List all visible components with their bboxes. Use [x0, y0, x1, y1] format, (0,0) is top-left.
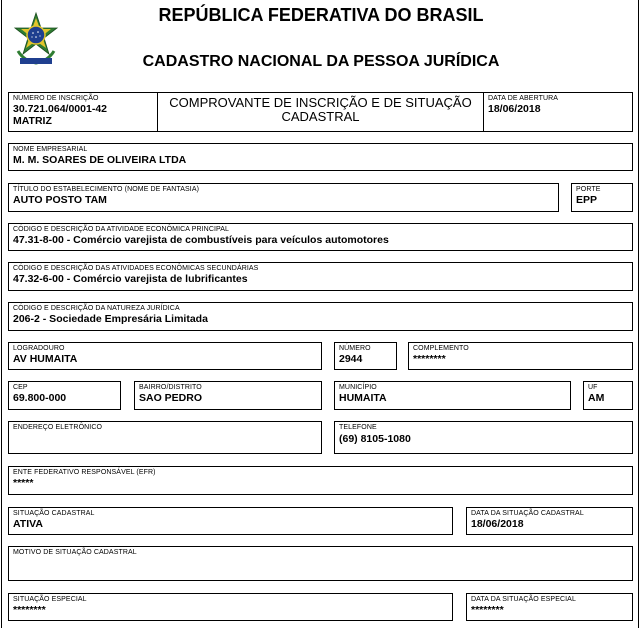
complemento-box — [408, 342, 633, 370]
atividade-principal-box — [8, 223, 633, 251]
abertura-label: DATA DE ABERTURA — [488, 95, 559, 102]
numero-value: 2944 — [339, 353, 363, 365]
complemento-label: COMPLEMENTO — [413, 345, 469, 352]
comprovante-title-line2: CADASTRAL — [281, 109, 360, 124]
efr-label: ENTE FEDERATIVO RESPONSÁVEL (EFR) — [13, 469, 156, 476]
telefone-label: TELEFONE — [339, 424, 377, 431]
efr-value: ***** — [13, 477, 34, 489]
uf-box — [583, 381, 633, 410]
uf-value: AM — [588, 392, 605, 404]
atividades-secundarias-label: CÓDIGO E DESCRIÇÃO DAS ATIVIDADES ECONÔMICAS SECUNDÁRIAS — [13, 265, 259, 272]
efr-box — [8, 466, 633, 495]
inscricao-box — [8, 92, 158, 132]
situacao-label: SITUAÇÃO CADASTRAL — [13, 510, 95, 517]
cep-box — [8, 381, 121, 410]
complemento-value: ******** — [413, 353, 446, 365]
porte-label: PORTE — [576, 186, 601, 193]
situacao-box — [8, 507, 453, 535]
natureza-juridica-label: CÓDIGO E DESCRIÇÃO DA NATUREZA JURÍDICA — [13, 305, 180, 312]
cep-value: 69.800-000 — [13, 392, 67, 404]
uf-label: UF — [588, 384, 598, 391]
situacao-especial-value: ******** — [13, 604, 46, 616]
nome-empresarial-value: M. M. SOARES DE OLIVEIRA LTDA — [13, 154, 187, 166]
registry-title: CADASTRO NACIONAL DA PESSOA JURÍDICA — [142, 53, 500, 70]
fantasia-value: AUTO POSTO TAM — [13, 194, 107, 206]
page-border-right — [638, 0, 639, 628]
inscricao-type: MATRIZ — [13, 115, 52, 127]
abertura-box — [483, 92, 633, 132]
municipio-value: HUMAITA — [339, 392, 387, 404]
telefone-value: (69) 8105-1080 — [339, 433, 411, 445]
inscricao-label: NÚMERO DE INSCRIÇÃO — [13, 95, 99, 102]
atividade-principal-value: 47.31-8-00 - Comércio varejista de combustíveis para veículos automotores — [13, 234, 389, 246]
bairro-label: BAIRRO/DISTRITO — [139, 384, 202, 391]
atividades-secundarias-value: 47.32-6-00 - Comércio varejista de lubrificantes — [13, 273, 248, 285]
motivo-box — [8, 546, 633, 581]
nome-empresarial-box — [8, 143, 633, 171]
country-title: REPÚBLICA FEDERATIVA DO BRASIL — [158, 5, 484, 25]
porte-value: EPP — [576, 194, 598, 206]
porte-box — [571, 183, 633, 212]
bairro-value: SAO PEDRO — [139, 392, 203, 404]
data-situacao-label: DATA DA SITUAÇÃO CADASTRAL — [471, 510, 584, 517]
nome-empresarial-label: NOME EMPRESARIAL — [13, 146, 88, 153]
atividades-secundarias-box — [8, 262, 633, 291]
motivo-label: MOTIVO DE SITUAÇÃO CADASTRAL — [13, 549, 137, 556]
bairro-box — [134, 381, 322, 410]
situacao-value: ATIVA — [13, 518, 43, 530]
data-situacao-especial-value: ******** — [471, 604, 504, 616]
data-situacao-box — [466, 507, 633, 535]
comprovante-title-line1: COMPROVANTE DE INSCRIÇÃO E DE SITUAÇÃO — [169, 95, 472, 110]
data-situacao-especial-box — [466, 593, 633, 621]
data-situacao-especial-label: DATA DA SITUAÇÃO ESPECIAL — [471, 596, 576, 603]
logradouro-value: AV HUMAITA — [13, 353, 78, 365]
comprovante-box — [157, 92, 484, 132]
page-border-left — [1, 0, 2, 628]
natureza-juridica-box — [8, 302, 633, 331]
atividade-principal-label: CÓDIGO E DESCRIÇÃO DA ATIVIDADE ECONÔMICA PRINCIPAL — [13, 226, 230, 233]
municipio-box — [334, 381, 571, 410]
numero-label: NÚMERO — [339, 345, 371, 352]
data-situacao-value: 18/06/2018 — [471, 518, 524, 530]
situacao-especial-label: SITUAÇÃO ESPECIAL — [13, 596, 87, 603]
abertura-value: 18/06/2018 — [488, 103, 541, 115]
logradouro-label: LOGRADOURO — [13, 345, 65, 352]
numero-box — [334, 342, 397, 370]
cep-label: CEP — [13, 384, 28, 391]
inscricao-number: 30.721.064/0001-42 — [13, 103, 108, 115]
situacao-especial-box — [8, 593, 453, 621]
email-box — [8, 421, 322, 454]
natureza-juridica-value: 206-2 - Sociedade Empresária Limitada — [13, 313, 208, 325]
logradouro-box — [8, 342, 322, 370]
seal-center-disc — [27, 26, 45, 44]
fantasia-box — [8, 183, 559, 212]
fantasia-label: TÍTULO DO ESTABELECIMENTO (NOME DE FANTASIA) — [13, 186, 200, 193]
email-label: ENDEREÇO ELETRÔNICO — [13, 424, 103, 431]
municipio-label: MUNICÍPIO — [339, 384, 377, 391]
telefone-box — [334, 421, 633, 454]
